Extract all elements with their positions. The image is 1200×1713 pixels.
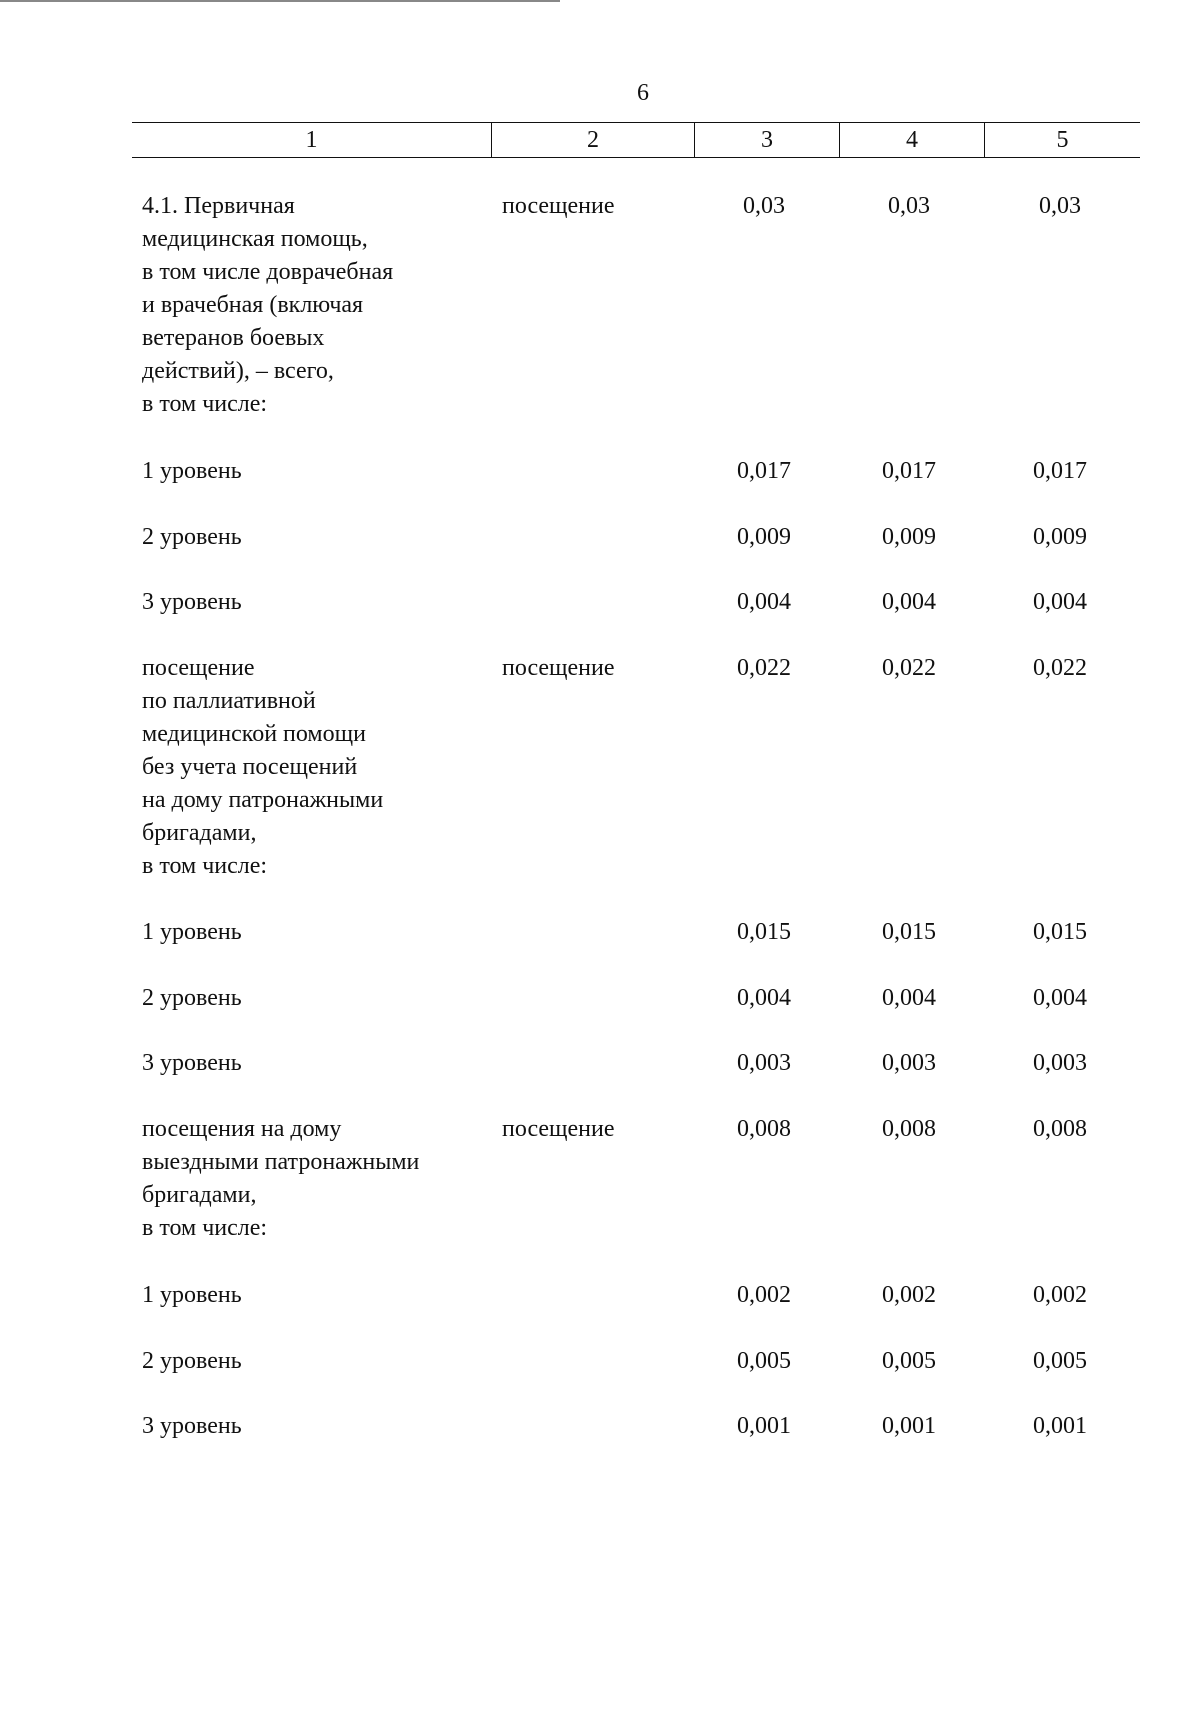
row-value-col3: 0,004 [737,985,791,1011]
row-value-col5: 0,008 [1033,1116,1087,1142]
row-label: 3 уровень [142,1050,242,1076]
row-value-col3: 0,002 [737,1282,791,1308]
header-col-5: 5 [984,123,1140,157]
row-value-col5: 0,03 [1039,193,1081,219]
row-label: 1 уровень [142,919,242,945]
row-value-col5: 0,005 [1033,1348,1087,1374]
row-value-col5: 0,015 [1033,919,1087,945]
page-number: 6 [637,80,649,106]
row-label: 1 уровень [142,1282,242,1308]
row-label: 3 уровень [142,589,242,615]
row-value-col3: 0,015 [737,919,791,945]
row-value-col3: 0,005 [737,1348,791,1374]
row-value-col4: 0,008 [882,1116,936,1142]
row-label: 1 уровень [142,458,242,484]
header-col-3: 3 [694,123,839,157]
row-value-col3: 0,003 [737,1050,791,1076]
row-unit: посещение [502,655,615,681]
header-col-1: 1 [305,126,318,153]
row-value-col5: 0,002 [1033,1282,1087,1308]
row-value-col4: 0,004 [882,589,936,615]
row-label: 4.1. Первичная медицинская помощь, в том числе доврачебная и врачебная (включая ветеранов боевых действий), – всего, в том числе: [142,193,394,417]
row-value-col4: 0,022 [882,655,936,681]
row-value-col5: 0,001 [1033,1413,1087,1439]
row-value-col5: 0,009 [1033,524,1087,550]
row-label: посещение по паллиативной медицинской помощи без учета посещений на дому патронажными бригадами, в том числе: [142,655,384,879]
row-label: 2 уровень [142,524,242,550]
row-value-col3: 0,03 [743,193,785,219]
row-value-col3: 0,009 [737,524,791,550]
row-value-col4: 0,009 [882,524,936,550]
row-value-col5: 0,004 [1033,589,1087,615]
row-label: 2 уровень [142,1348,242,1374]
row-value-col5: 0,022 [1033,655,1087,681]
row-value-col3: 0,017 [737,458,791,484]
row-label: 2 уровень [142,985,242,1011]
row-value-col4: 0,005 [882,1348,936,1374]
header-col-2: 2 [491,123,694,157]
row-value-col4: 0,017 [882,458,936,484]
row-value-col5: 0,003 [1033,1050,1087,1076]
row-unit: посещение [502,193,615,219]
row-label: 3 уровень [142,1413,242,1439]
row-value-col3: 0,001 [737,1413,791,1439]
row-value-col3: 0,004 [737,589,791,615]
row-value-col3: 0,022 [737,655,791,681]
row-label: посещения на дому выездными патронажными бригадами, в том числе: [142,1116,420,1241]
row-value-col4: 0,002 [882,1282,936,1308]
row-value-col4: 0,001 [882,1413,936,1439]
row-value-col4: 0,015 [882,919,936,945]
row-value-col3: 0,008 [737,1116,791,1142]
header-col-4: 4 [839,123,984,157]
row-value-col4: 0,003 [882,1050,936,1076]
scan-edge-line [0,0,560,2]
table-header [132,122,1140,158]
row-value-col4: 0,03 [888,193,930,219]
row-value-col4: 0,004 [882,985,936,1011]
row-value-col5: 0,004 [1033,985,1087,1011]
row-value-col5: 0,017 [1033,458,1087,484]
row-unit: посещение [502,1116,615,1142]
